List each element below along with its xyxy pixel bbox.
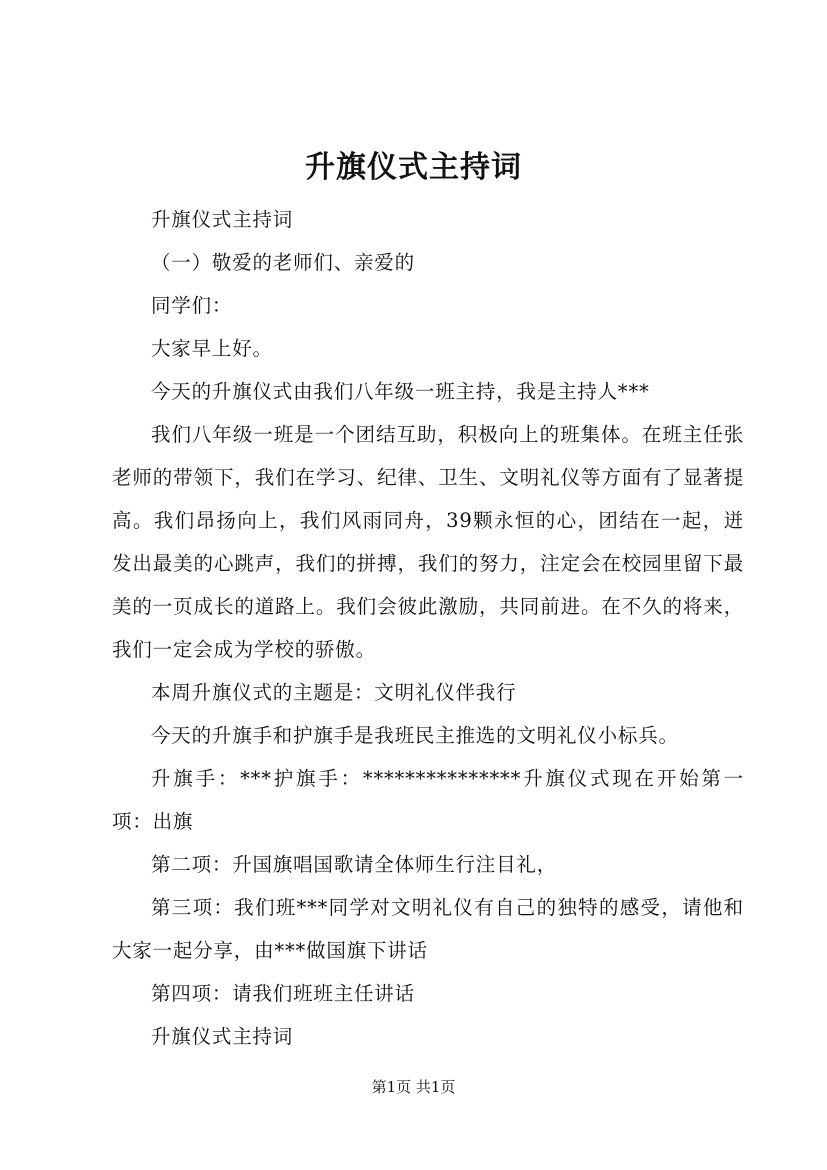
document-title: 升旗仪式主持词 (305, 150, 522, 185)
paragraph: 大家早上好。 (151, 337, 273, 360)
paragraph: 今天的升旗手和护旗手是我班民主推选的文明礼仪小标兵。 (151, 724, 679, 747)
paragraph: （一）敬爱的老师们、亲爱的 (151, 251, 415, 274)
paragraph: 第三项：我们班***同学对文明礼仪有自己的独特的感受，请他和大家一起分享，由***做国旗下讲话 (112, 896, 744, 962)
paragraph: 升旗仪式主持词 (151, 1025, 294, 1048)
paragraph: 本周升旗仪式的主题是：文明礼仪伴我行 (151, 681, 517, 704)
paragraph: 我们八年级一班是一个团结互助，积极向上的班集体。在班主任张老师的带领下，我们在学习、纪律、卫生、文明礼仪等方面有了显著提高。我们昂扬向上，我们风雨同舟，39颗永恒的心，团结在一起，迸发出最美的心跳声，我们的拼搏，我们的努力，注定会在校园里留下最美的一页成长的道路上。我们会彼此激励，共同前进。在不久的将来，我们一定会成为学校的骄傲。 (112, 423, 744, 661)
paragraph: 第四项：请我们班班主任讲话 (151, 982, 415, 1005)
document-body (112, 198, 744, 1058)
paragraph: 同学们： (151, 294, 233, 317)
page-footer: 第1页 共1页 (371, 1078, 456, 1096)
paragraph: 今天的升旗仪式由我们八年级一班主持，我是主持人*** (151, 380, 650, 403)
paragraph: 第二项：升国旗唱国歌请全体师生行注目礼， (151, 853, 558, 876)
paragraph: 升旗仪式主持词 (151, 208, 294, 231)
paragraph: 升旗手：***护旗手：***************升旗仪式现在开始第一项：出旗 (112, 767, 744, 833)
